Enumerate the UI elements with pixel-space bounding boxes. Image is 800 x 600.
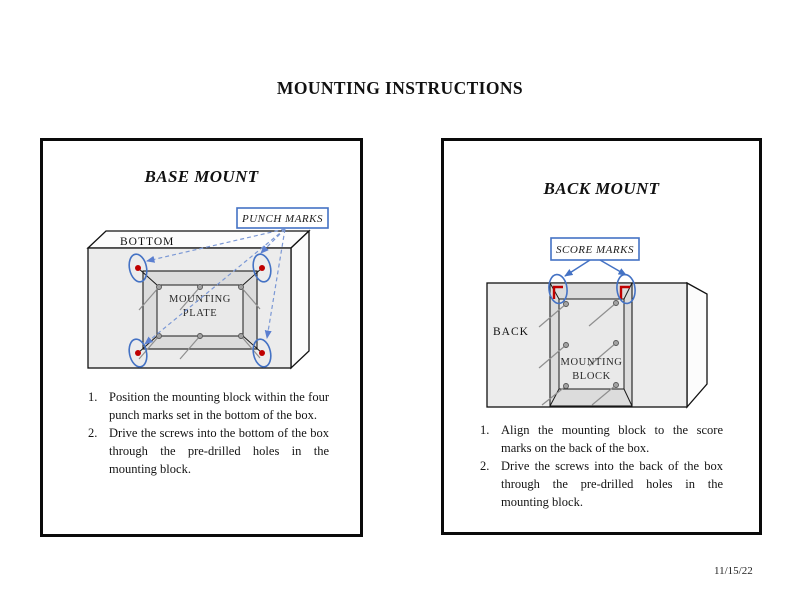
- base-mount-title: BASE MOUNT: [144, 167, 259, 186]
- document-date: 11/15/22: [714, 565, 753, 577]
- punch-marks-callout-label: PUNCH MARKS: [242, 213, 323, 225]
- score-marks-callout-label: SCORE MARKS: [556, 244, 634, 256]
- base-mount-diagram: [43, 198, 360, 388]
- callout-leader-arrows: [565, 260, 626, 276]
- back-mount-steps: [480, 421, 723, 511]
- page-title: MOUNTING INSTRUCTIONS: [276, 78, 524, 98]
- plate-label-line1: MOUNTING: [169, 294, 231, 305]
- base-mount-panel: [40, 138, 363, 537]
- box-right-face: [291, 231, 309, 368]
- punch-mark-dot: [259, 350, 265, 356]
- base-mount-steps: [88, 388, 329, 478]
- plate-label-line2: PLATE: [182, 308, 218, 319]
- punch-mark-dot: [135, 350, 141, 356]
- punch-mark-dot: [135, 265, 141, 271]
- back-mount-diagram: [444, 228, 759, 413]
- step-item: Drive the screws into the back of the box through the pre-drilled holes in the mounting block.: [501, 459, 723, 509]
- box-side-fold: [687, 283, 707, 407]
- block-label-line2: BLOCK: [572, 371, 611, 382]
- bottom-face-label: BOTTOM: [120, 236, 175, 248]
- punch-mark-dot: [259, 265, 265, 271]
- back-mount-panel: [441, 138, 762, 535]
- step-item: Align the mounting block to the score marks on the back of the box.: [501, 423, 723, 455]
- back-mount-title: BACK MOUNT: [543, 179, 660, 198]
- step-item: Position the mounting block within the four punch marks set in the bottom of the box.: [109, 390, 329, 422]
- step-item: Drive the screws into the bottom of the box through the pre-drilled holes in the mounting block.: [109, 426, 329, 476]
- block-label-line1: MOUNTING: [560, 357, 623, 368]
- back-face-label: BACK: [493, 326, 529, 338]
